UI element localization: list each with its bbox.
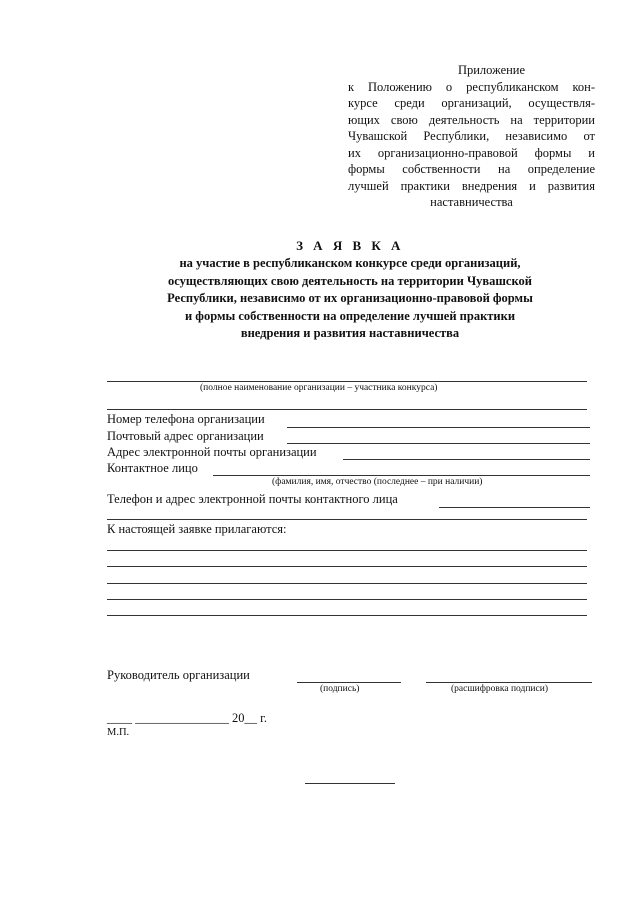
signature-caption: (подпись) xyxy=(320,684,360,694)
org-name-caption: (полное наименование организации – участника конкурса) xyxy=(200,383,438,393)
appendix-line: ющих свою деятельность на территории xyxy=(348,112,595,127)
org-name-line-2[interactable] xyxy=(107,409,587,410)
attachment-line[interactable] xyxy=(107,583,587,584)
phone-field[interactable] xyxy=(287,427,590,428)
bottom-separator xyxy=(305,783,395,784)
decoding-caption: (расшифровка подписи) xyxy=(451,684,548,694)
attachment-line[interactable] xyxy=(107,550,587,551)
org-name-line[interactable] xyxy=(107,381,587,382)
heading-line: внедрения и развития наставничества xyxy=(240,326,460,340)
heading-line: на участие в республиканском конкурсе среди организаций, xyxy=(179,256,521,270)
appendix-line: к Положению о республиканском кон- xyxy=(348,79,595,94)
appendix-block xyxy=(348,62,595,211)
heading-line: и формы собственности на определение лучшей практики xyxy=(184,308,516,323)
contact-caption: (фамилия, имя, отчество (последнее – при наличии) xyxy=(272,477,483,487)
head-label: Руководитель организации xyxy=(107,668,250,682)
heading-line: Республики, независимо от их организационно-правовой формы xyxy=(167,291,533,305)
appendix-line: наставничества xyxy=(430,195,513,209)
attachment-line[interactable] xyxy=(107,566,587,567)
appendix-line: курсе среди организаций, осуществля- xyxy=(348,96,595,110)
contact-field[interactable] xyxy=(213,475,590,476)
address-field[interactable] xyxy=(287,443,590,444)
appendix-line: лучшей практики внедрения и развития xyxy=(348,178,595,193)
application-heading xyxy=(100,237,600,343)
heading-line: осуществляющих свою деятельность на территории Чувашской xyxy=(168,273,532,288)
email-field[interactable] xyxy=(343,459,590,460)
appendix-line: формы собственности на определение xyxy=(348,162,595,176)
signature-decoding-field[interactable] xyxy=(426,682,592,683)
appendix-line: их организационно-правовой формы и xyxy=(348,145,595,160)
contact-phone-field[interactable] xyxy=(439,507,590,508)
attachment-line[interactable] xyxy=(107,599,587,600)
contact-phone-label: Телефон и адрес электронной почты контактного лица xyxy=(107,492,398,506)
contact-phone-line-2[interactable] xyxy=(107,519,587,520)
phone-label: Номер телефона организации xyxy=(107,412,265,426)
contact-label: Контактное лицо xyxy=(107,461,198,475)
attachments-label: К настоящей заявке прилагаются: xyxy=(107,522,287,536)
appendix-line: Чувашской Республики, независимо от xyxy=(348,129,595,143)
address-label: Почтовый адрес организации xyxy=(107,429,264,443)
signature-field[interactable] xyxy=(297,682,401,683)
email-label: Адрес электронной почты организации xyxy=(107,445,317,459)
appendix-title: Приложение xyxy=(457,63,526,77)
attachment-line[interactable] xyxy=(107,615,587,616)
date-line[interactable]: ____ _______________ 20__ г. xyxy=(107,711,267,725)
seal-label: М.П. xyxy=(107,727,130,738)
document-title: З А Я В К А xyxy=(296,238,404,253)
